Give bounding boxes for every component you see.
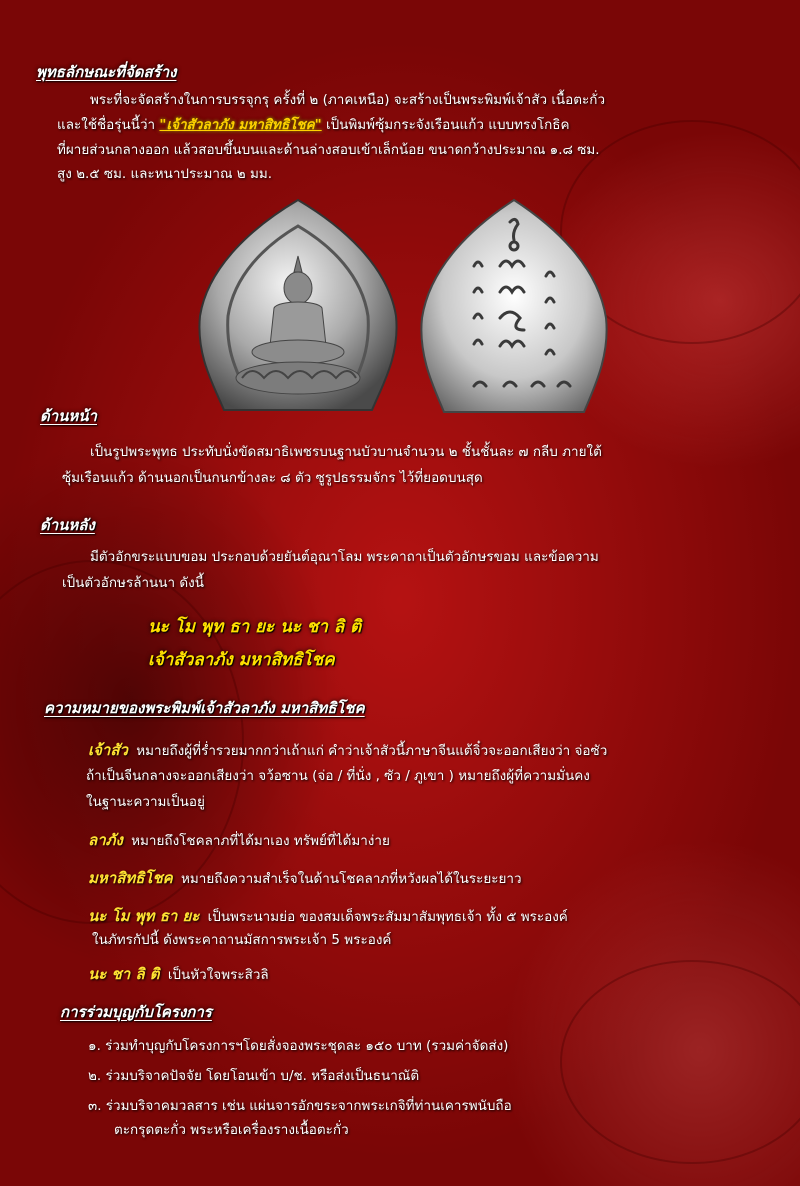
design-line-1: พระที่จะจัดสร้างในการบรรจุกรุ ครั้งที่ ๒ (ภาคเหนือ) จะสร้างเป็นพระพิมพ์เจ้าสัว เนื้อตะกั่ว (90, 92, 606, 108)
meaning-text: ในภัทรกัปนี้ ดังพระคาถานมัสการพระเจ้า 5 พระองค์ (92, 932, 392, 948)
meaning-row-6 (88, 904, 568, 929)
mantra-line-1: นะ โม พุท ธา ยะ นะ ชา ลิ ติ (148, 617, 362, 637)
meaning-text: หมายถึงความสำเร็จในด้านโชคลาภที่หวังผลได้ในระยะยาว (180, 871, 522, 887)
background-swirl (560, 960, 800, 1164)
design-line-2-pre: และใช้ชื่อรุ่นนี้ว่า (57, 117, 156, 133)
mantra-line-2: เจ้าสัวลาภัง มหาสิทธิโชค (148, 650, 335, 670)
join-item-2: ๒. ร่วมบริจาคปัจจัย โดยโอนเข้า บ/ช. หรือส่งเป็นธนาณัติ (88, 1068, 420, 1084)
front-heading: ด้านหน้า (40, 407, 97, 425)
amulet-name-highlight: "เจ้าสัวลาภัง มหาสิทธิโชค" (159, 117, 322, 133)
amulet-back-image (414, 196, 614, 418)
meaning-row-7 (92, 928, 391, 952)
meaning-row-8 (88, 962, 269, 987)
meaning-text: ถ้าเป็นจีนกลางจะออกเสียงว่า จว้อซาน (จ่อ / ที่นั่ง , ซัว / ภูเขา ) หมายถึงผู้ที่ความมั่นคง (86, 768, 590, 784)
design-line-4: สูง ๒.๕ ซม. และหนาประมาณ ๒ มม. (57, 166, 273, 182)
join-heading: การร่วมบุญกับโครงการ (60, 1003, 212, 1021)
join-item-3-cont: ตะกรุดตะกั่ว พระหรือเครื่องรางเนื้อตะกั่ว (114, 1122, 349, 1138)
meaning-text: เป็นพระนามย่อ ของสมเด็จพระสัมมาสัมพุทธเจ้า ทั้ง ๕ พระองค์ (207, 909, 568, 925)
back-line-2: เป็นตัวอักษรล้านนา ดังนี้ (62, 575, 204, 591)
meaning-term: มหาสิทธิโชค (88, 869, 173, 887)
meaning-row-5 (88, 866, 522, 891)
design-heading: พุทธลักษณะที่จัดสร้าง (36, 63, 177, 81)
meaning-row-1 (88, 738, 607, 763)
meaning-row-3 (86, 790, 205, 814)
meaning-text: หมายถึงผู้ที่ร่ำรวยมากกว่าเถ้าแก่ คำว่าเจ้าสัวนี้ภาษาจีนแต้จิ๋วจะออกเสียงว่า จ่อซัว (136, 743, 608, 759)
meaning-heading: ความหมายของพระพิมพ์เจ้าสัวลาภัง มหาสิทธิโชค (44, 699, 365, 717)
design-line-2-post: เป็นพิมพ์ซุ้มกระจังเรือนแก้ว แบบทรงโกธิค (325, 117, 570, 133)
meaning-row-4 (88, 828, 390, 853)
design-line-2 (57, 113, 777, 138)
meaning-text: ในฐานะความเป็นอยู่ (86, 794, 205, 810)
meaning-term: นะ ชา ลิ ติ (88, 965, 160, 983)
design-line-3: ที่ผายส่วนกลางออก แล้วสอบขึ้นบนและด้านล่างสอบเข้าเล็กน้อย ขนาดกว้างประมาณ ๑.๘ ซม. (57, 142, 600, 158)
amulet-front-image (192, 196, 404, 416)
front-line-2: ซุ้มเรือนแก้ว ด้านนอกเป็นกนกข้างละ ๘ ตัว ซูรูปธรรมจักร ไว้ที่ยอดบนสุด (62, 470, 483, 486)
back-heading: ด้านหลัง (40, 516, 95, 534)
meaning-term: นะ โม พุท ธา ยะ (88, 907, 200, 925)
front-line-1: เป็นรูปพระพุทธ ประทับนั่งขัดสมาธิเพชรบนฐานบัวบานจำนวน ๒ ชั้นชั้นละ ๗ กลีบ ภายใต้ (90, 444, 602, 460)
meaning-text: หมายถึงโชคลาภที่ได้มาเอง ทรัพย์ที่ได้มาง่าย (131, 833, 390, 849)
back-line-1: มีตัวอักขระแบบขอม ประกอบด้วยยันต์อุณาโลม พระคาถาเป็นตัวอักษรขอม และข้อความ (90, 549, 599, 565)
meaning-row-2 (86, 764, 590, 788)
meaning-text: เป็นหัวใจพระสิวลิ (167, 967, 269, 983)
meaning-term: เจ้าสัว (88, 741, 128, 759)
join-item-3: ๓. ร่วมบริจาคมวลสาร เช่น แผ่นจารอักขระจากพระเกจิที่ท่านเคารพนับถือ (88, 1098, 512, 1114)
join-item-1: ๑. ร่วมทำบุญกับโครงการฯโดยสั่งจองพระชุดละ ๑๕๐ บาท (รวมค่าจัดส่ง) (88, 1038, 509, 1054)
meaning-term: ลาภัง (88, 831, 123, 849)
